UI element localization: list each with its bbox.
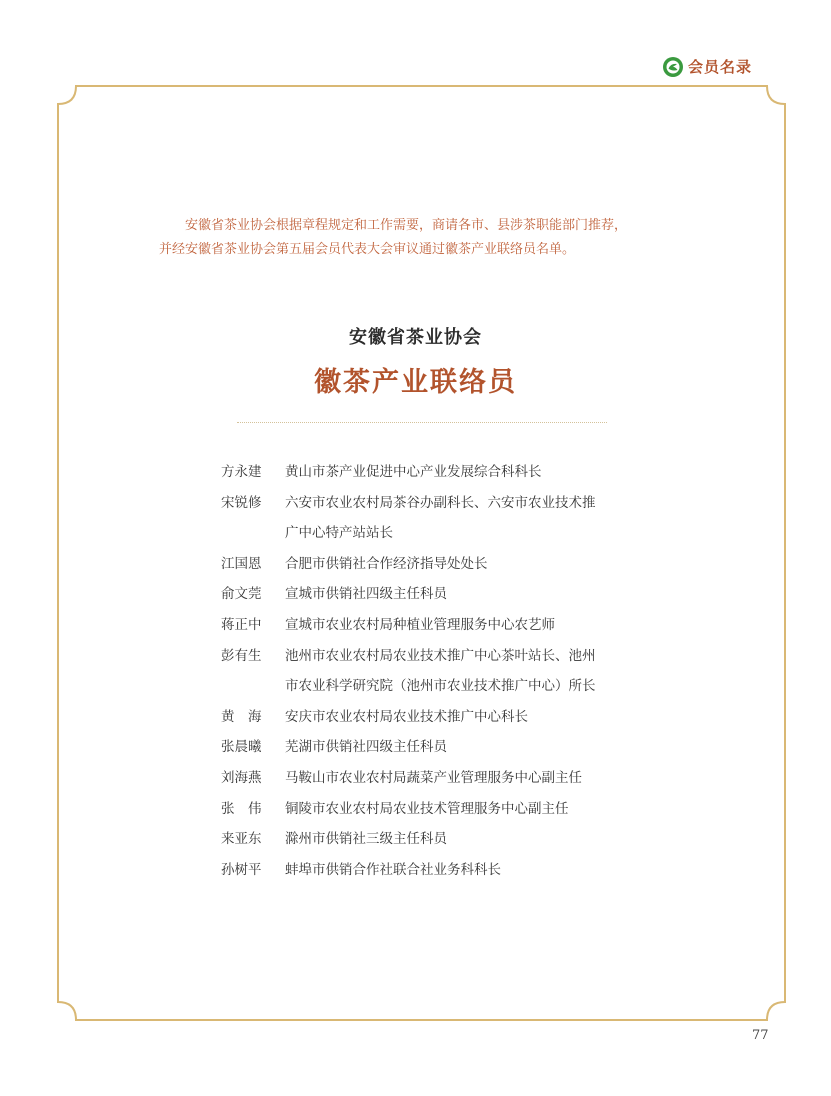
member-name: 俞文莞 bbox=[221, 586, 262, 603]
member-name: 彭有生 bbox=[221, 647, 262, 664]
member-title: 宣城市农业农村局种植业管理服务中心农艺师 bbox=[285, 616, 555, 633]
member-title: 广中心特产站站长 bbox=[285, 525, 393, 542]
member-name: 刘海燕 bbox=[221, 769, 262, 786]
member-title: 六安市农业农村局茶谷办副科长、六安市农业技术推 bbox=[285, 494, 596, 511]
member-row bbox=[221, 702, 641, 733]
member-title: 市农业科学研究院（池州市农业技术推广中心）所长 bbox=[285, 678, 596, 695]
member-name: 张 伟 bbox=[221, 800, 262, 817]
section-title: 会员名录 bbox=[688, 58, 753, 76]
member-row bbox=[221, 824, 641, 855]
member-title: 池州市农业农村局农业技术推广中心茶叶站长、池州 bbox=[285, 647, 596, 664]
member-title: 马鞍山市农业农村局蔬菜产业管理服务中心副主任 bbox=[285, 769, 582, 786]
member-row bbox=[221, 794, 641, 825]
member-row bbox=[221, 518, 641, 549]
intro-line-2: 并经安徽省茶业协会第五届会员代表大会审议通过徽茶产业联络员名单。 bbox=[159, 242, 576, 257]
member-row bbox=[221, 610, 641, 641]
organization-name: 安徽省茶业协会 bbox=[349, 327, 482, 348]
member-row bbox=[221, 763, 641, 794]
dotted-divider bbox=[237, 422, 607, 423]
member-title: 滁州市供销社三级主任科员 bbox=[285, 831, 447, 848]
member-title: 安庆市农业农村局农业技术推广中心科长 bbox=[285, 708, 528, 725]
member-name bbox=[221, 671, 285, 702]
member-name: 孙树平 bbox=[221, 861, 262, 878]
member-title: 黄山市茶产业促进中心产业发展综合科科长 bbox=[285, 464, 542, 480]
member-row bbox=[221, 855, 641, 886]
member-title: 铜陵市农业农村局农业技术管理服务中心副主任 bbox=[285, 800, 569, 817]
member-row bbox=[221, 488, 641, 519]
member-row bbox=[221, 457, 641, 488]
member-row bbox=[221, 671, 641, 702]
member-title: 芜湖市供销社四级主任科员 bbox=[285, 739, 447, 756]
section-header bbox=[662, 56, 752, 78]
member-name: 黄 海 bbox=[221, 708, 262, 725]
member-name bbox=[221, 518, 285, 549]
intro-paragraph bbox=[100, 214, 740, 262]
member-name: 来亚东 bbox=[221, 831, 262, 848]
list-title: 徽茶产业联络员 bbox=[314, 367, 517, 398]
member-name: 江国恩 bbox=[221, 555, 262, 572]
member-name: 宋锐修 bbox=[221, 494, 262, 511]
member-row bbox=[221, 641, 641, 672]
member-title: 宣城市供销社四级主任科员 bbox=[285, 586, 447, 603]
intro-line-1: 安徽省茶业协会根据章程规定和工作需要，商请各市、县涉茶职能部门推荐， bbox=[185, 218, 628, 233]
member-title: 蚌埠市供销合作社联合社业务科科长 bbox=[285, 861, 501, 878]
member-row bbox=[221, 732, 641, 763]
page-number: 77 bbox=[752, 1028, 769, 1043]
member-name: 张晨曦 bbox=[221, 739, 262, 756]
member-row bbox=[221, 579, 641, 610]
member-row bbox=[221, 549, 641, 580]
member-title: 合肥市供销社合作经济指导处处长 bbox=[285, 555, 488, 572]
member-name: 蒋正中 bbox=[221, 616, 262, 633]
member-name: 方永建 bbox=[221, 464, 262, 480]
tea-association-logo-icon bbox=[662, 56, 684, 78]
member-list bbox=[221, 457, 641, 885]
